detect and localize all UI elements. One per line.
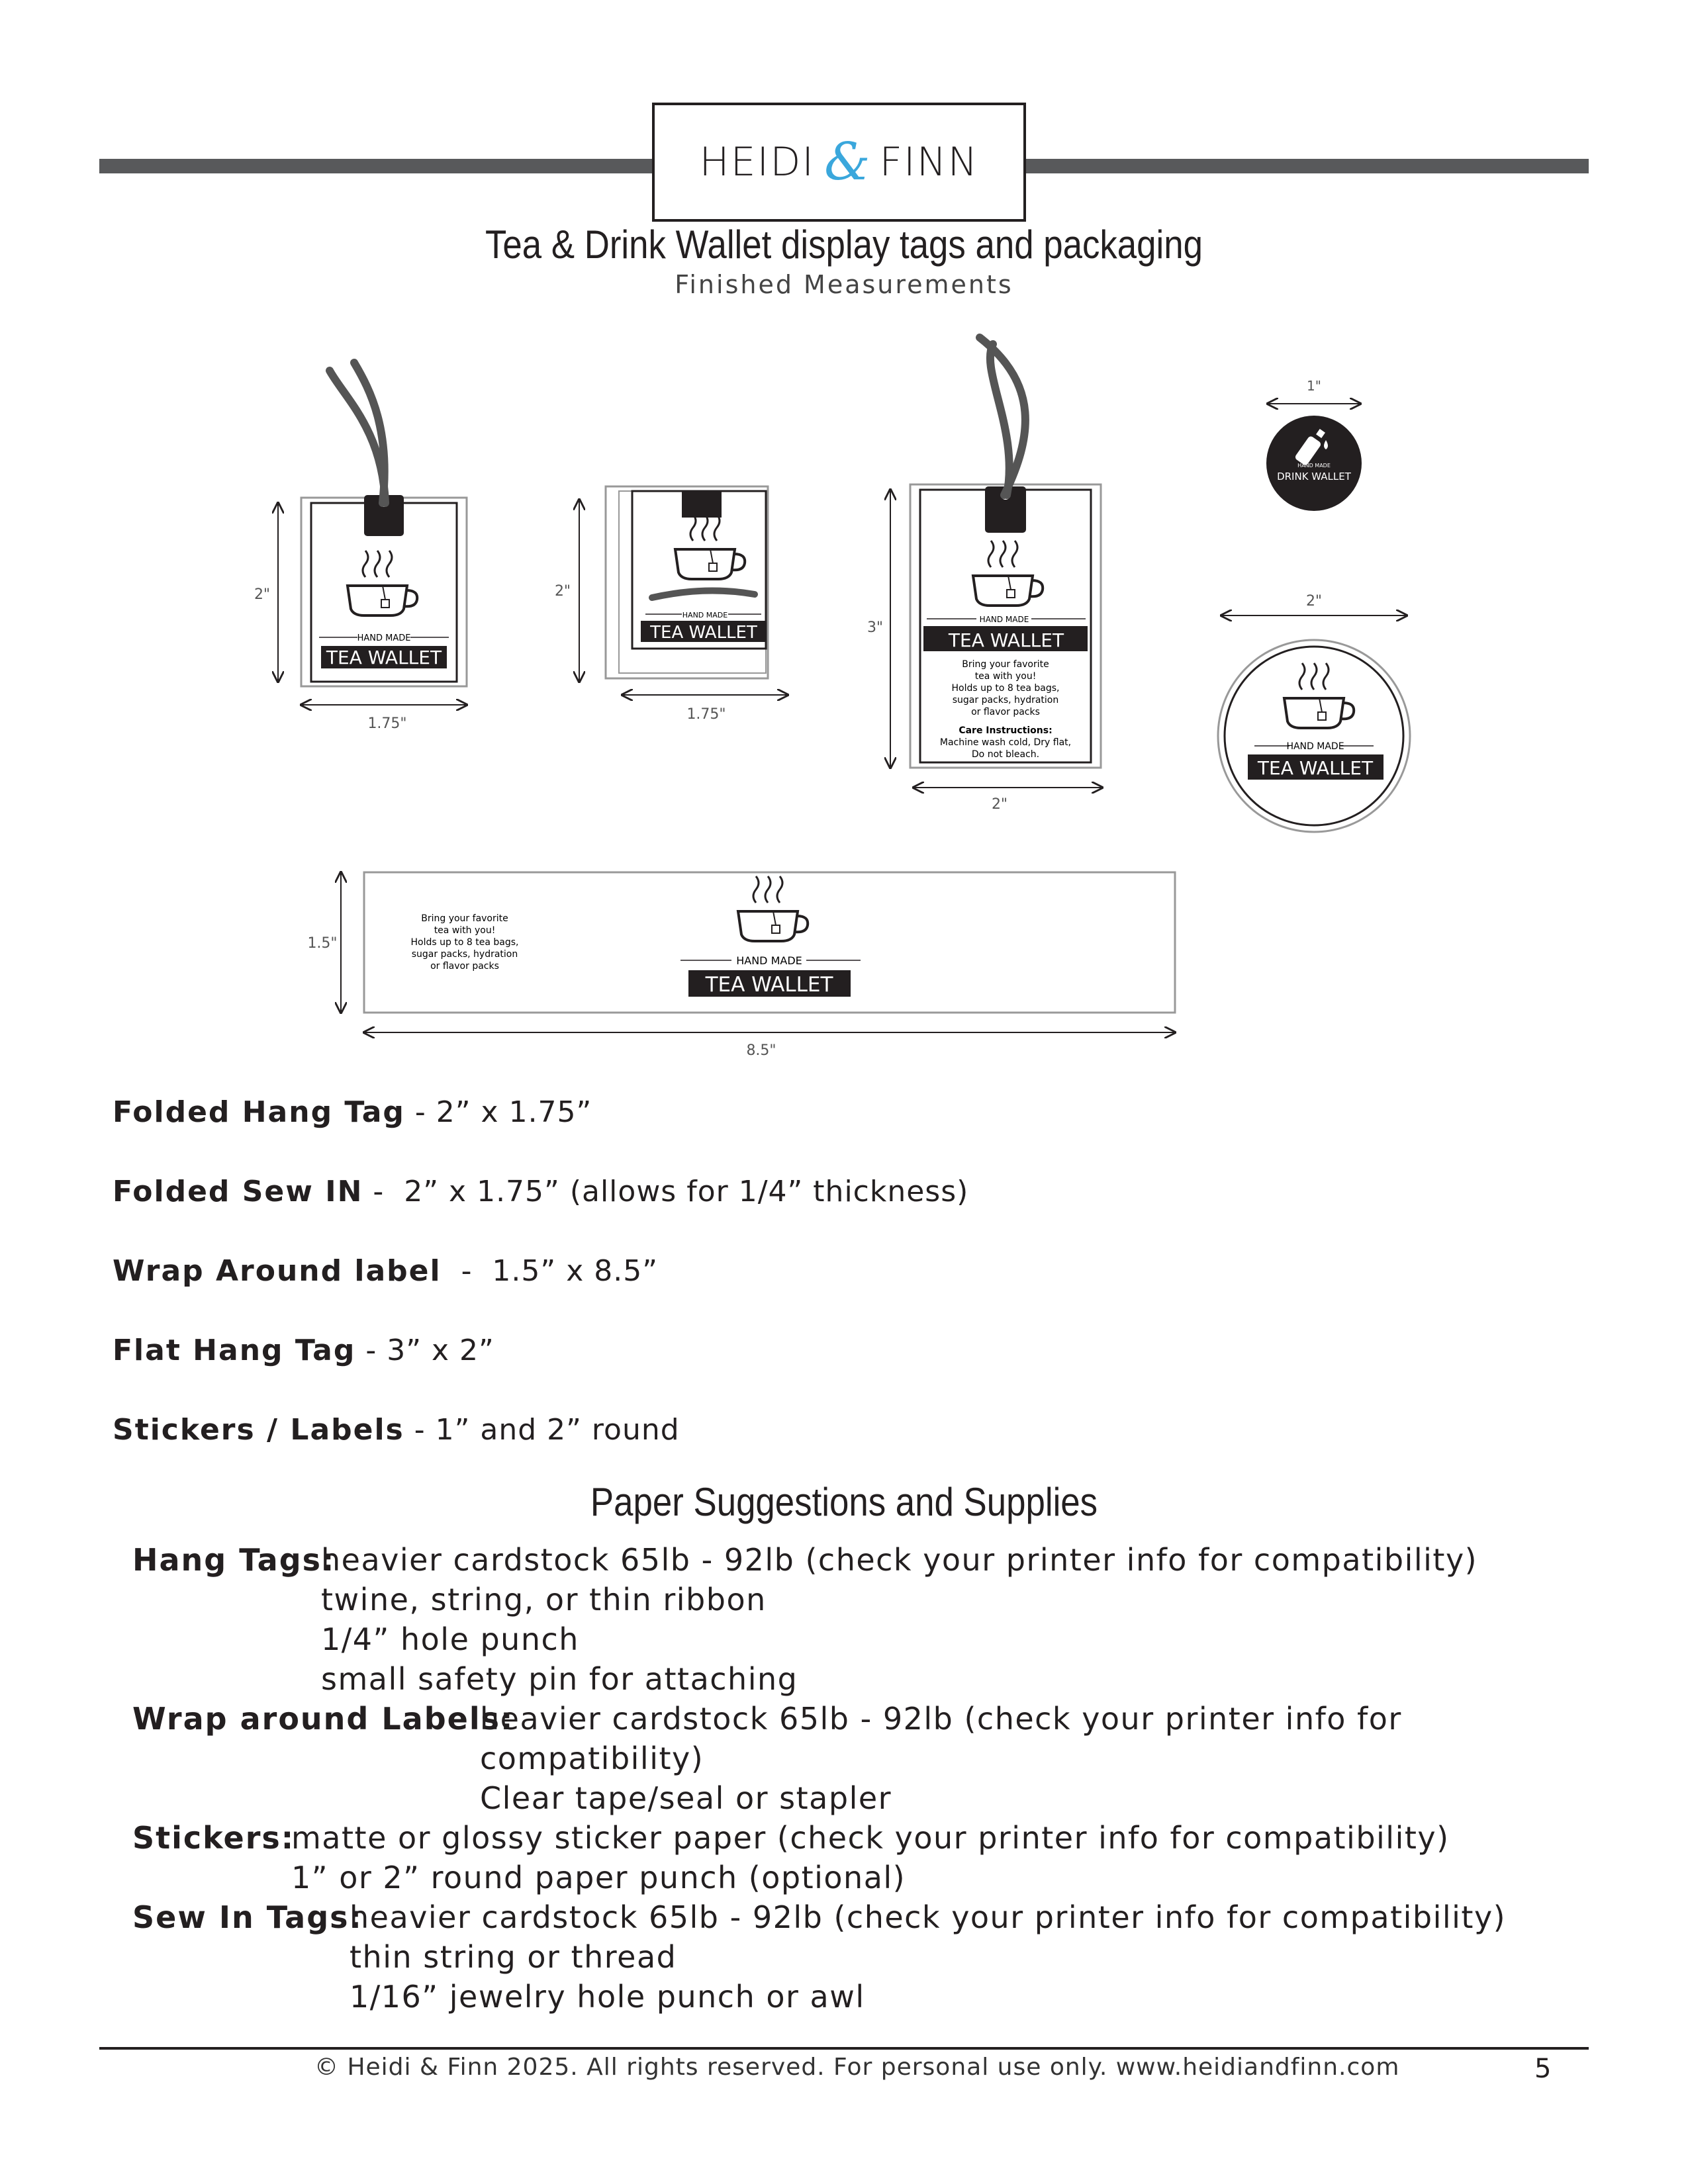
- supplies-heading: Paper Suggestions and Supplies: [590, 1480, 1098, 1524]
- tag3-care-title: Care Instructions:: [959, 725, 1053, 736]
- spec-folded-sew-in: [113, 1175, 968, 1208]
- sew-in-tags-line-3: 1/16” jewelry hole punch or awl: [350, 1979, 865, 2015]
- spec-wrap-around-label: [113, 1254, 658, 1288]
- tag1-height-label: 2": [254, 586, 271, 603]
- flat-hang-tag: [867, 338, 1102, 813]
- hang-tags-line-4: small safety pin for attaching: [321, 1661, 798, 1697]
- tag2-height-label: 2": [554, 583, 571, 600]
- wrap-height-label: 1.5": [307, 935, 338, 952]
- sew-in-tags-label: Sew In Tags:: [132, 1899, 363, 1935]
- wrap-around-label: [307, 872, 1175, 1059]
- spec-stickers-labels: [113, 1413, 680, 1447]
- spec-value: - 2” x 1.75”: [404, 1095, 592, 1129]
- sticker-2-inch: [1218, 593, 1410, 832]
- tag3-desc-1: Bring your favorite: [962, 659, 1049, 670]
- spec-folded-hang-tag: [113, 1095, 592, 1129]
- tag1-hand-made: HAND MADE: [357, 633, 411, 643]
- spec-value: - 2” x 1.75” (allows for 1/4” thickness): [363, 1175, 969, 1208]
- hang-tags-line-3: 1/4” hole punch: [321, 1621, 579, 1657]
- wrap-desc-4: sugar packs, hydration: [411, 949, 518, 960]
- stickers-line-2: 1” or 2” round paper punch (optional): [291, 1860, 906, 1895]
- tag3-care-2: Do not bleach.: [971, 749, 1040, 760]
- wrap-labels-line-3: Clear tape/seal or stapler: [480, 1780, 892, 1816]
- page-title: Tea & Drink Wallet display tags and packaging: [485, 222, 1203, 267]
- tags-diagram: [0, 318, 1688, 1066]
- spec-label: Wrap Around label: [113, 1254, 442, 1288]
- spec-value: - 1” and 2” round: [404, 1413, 680, 1447]
- page-subtitle: Finished Measurements: [675, 270, 1013, 299]
- sew-in-tags-line-2: thin string or thread: [350, 1939, 677, 1975]
- spec-value: - 3” x 2”: [355, 1334, 494, 1367]
- wrap-tea-wallet: TEA WALLET: [705, 973, 833, 997]
- tag1-tea-wallet: TEA WALLET: [326, 647, 442, 668]
- header-rule-left: [99, 159, 655, 173]
- wrap-labels-line-2: compatibility): [480, 1741, 704, 1776]
- sticker1-hand-made: HAND MADE: [1297, 463, 1331, 469]
- wrap-width-label: 8.5": [746, 1042, 776, 1059]
- tag2-width-label: 1.75": [686, 706, 726, 723]
- sticker2-size-label: 2": [1305, 593, 1323, 610]
- tag3-height-label: 3": [867, 619, 884, 636]
- logo-ampersand: &: [824, 132, 870, 192]
- hang-tags-label: Hang Tags:: [132, 1542, 336, 1578]
- page-number: 5: [1534, 2054, 1552, 2084]
- header-rule-right: [1023, 159, 1589, 173]
- wrap-hand-made: HAND MADE: [736, 954, 802, 967]
- sticker-1-inch: [1266, 378, 1362, 511]
- spec-flat-hang-tag: [113, 1334, 494, 1367]
- spec-label: Stickers / Labels: [113, 1413, 404, 1447]
- sticker2-tea-wallet: TEA WALLET: [1257, 757, 1374, 779]
- tag3-width-label: 2": [991, 796, 1008, 813]
- footer-rule: [99, 2047, 1589, 2050]
- tag3-desc-5: or flavor packs: [971, 707, 1040, 717]
- tag2-hand-made: HAND MADE: [682, 611, 728, 619]
- tag3-desc-4: sugar packs, hydration: [952, 695, 1059, 705]
- wrap-desc-5: or flavor packs: [430, 961, 499, 972]
- sticker1-drink-wallet: DRINK WALLET: [1277, 471, 1351, 482]
- spec-label: Folded Hang Tag: [113, 1095, 405, 1129]
- spec-value: - 1.5” x 8.5”: [441, 1254, 658, 1288]
- footer-copyright: © Heidi & Finn 2025. All rights reserved. For personal use only. www.heidiandfinn.com: [314, 2054, 1400, 2081]
- sticker2-hand-made: HAND MADE: [1286, 741, 1344, 752]
- tag3-care-1: Machine wash cold, Dry flat,: [939, 737, 1072, 748]
- hang-tags-line-2: twine, string, or thin ribbon: [321, 1582, 767, 1617]
- logo-heidi: HEIDI: [699, 139, 816, 185]
- wrap-desc-1: Bring your favorite: [421, 913, 508, 924]
- tag1-width-label: 1.75": [367, 715, 407, 732]
- hang-tags-line-1: heavier cardstock 65lb - 92lb (check your printer info for compatibility): [321, 1542, 1478, 1578]
- folded-sew-in-tag: [555, 486, 788, 723]
- sticker1-size-label: 1": [1307, 378, 1321, 394]
- sew-in-tags-line-1: heavier cardstock 65lb - 92lb (check your printer info for compatibility): [350, 1899, 1507, 1935]
- wrap-desc-2: tea with you!: [434, 925, 496, 936]
- tag3-desc-3: Holds up to 8 tea bags,: [951, 683, 1060, 694]
- tag3-tea-wallet: TEA WALLET: [948, 629, 1064, 651]
- wrap-desc-3: Holds up to 8 tea bags,: [410, 937, 519, 948]
- spec-label: Flat Hang Tag: [113, 1334, 356, 1367]
- spec-label: Folded Sew IN: [113, 1175, 363, 1208]
- tag2-tea-wallet: TEA WALLET: [650, 623, 757, 643]
- brand-logo: [652, 103, 1026, 222]
- stickers-label: Stickers:: [132, 1820, 295, 1856]
- tag3-desc-2: tea with you!: [974, 671, 1037, 682]
- stickers-line-1: matte or glossy sticker paper (check your printer info for compatibility): [291, 1820, 1450, 1856]
- folded-hang-tag: [254, 363, 467, 732]
- wrap-labels-label: Wrap around Labels:: [132, 1701, 514, 1737]
- wrap-labels-line-1: heavier cardstock 65lb - 92lb (check your printer info for: [480, 1701, 1402, 1737]
- tag3-hand-made: HAND MADE: [979, 615, 1029, 624]
- logo-finn: FINN: [879, 139, 979, 185]
